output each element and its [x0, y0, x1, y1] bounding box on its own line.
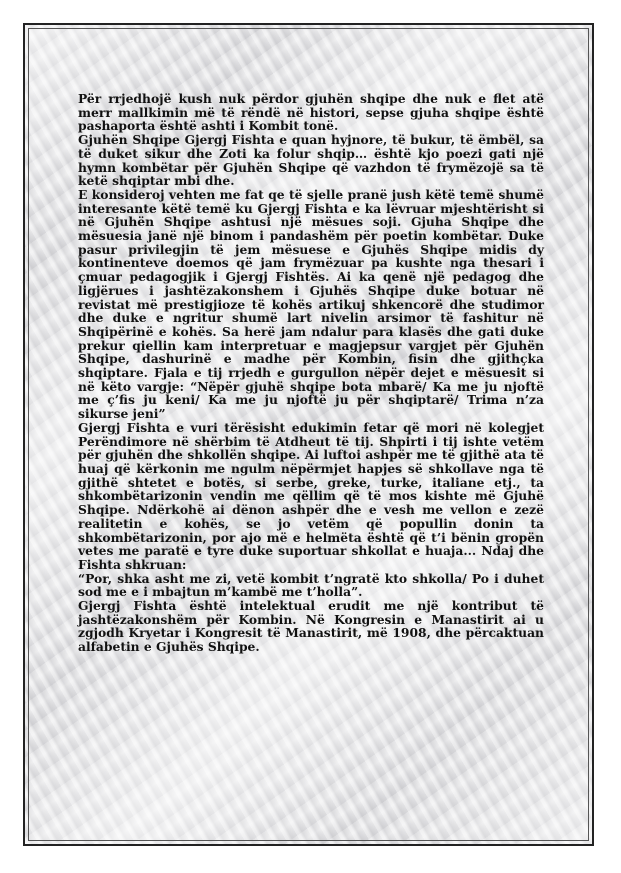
paragraph-3: E konsideroj vehten me fat qe të sjelle pranë jush këtë temë shumë interesante këtë temë ku Gjergj Fishta e ka lëvruar mjeshtërisht si në Gjuhën Shqipe ashtusi një mësues soji. Gjuha Shqipe dhe mësuesia janë një binom i pandashëm për poetin kombëtar. Duke pasur privilegjin të jem mësuese e Gjuhës Shqipe midis dy kontinenteve doemos që jam frymëzuar pa kushte nga thesari i çmuar pedagogjik i Gjergj Fishtës. Ai ka qenë një pedagog dhe ligjërues i jashtëzakonshem i Gjuhës Shqipe duke botuar në revistat më prestigjioze të kohës artikuj shkencorë dhe studimor dhe duke e ngritur shumë lart nivelin arsimor të fashitur në Shqipërinë e kohës. Sa herë jam ndalur para klasës dhe gati duke prekur qiellin kam interpretuar e magjepsur vargjet për Gjuhën Shqipe, dashurinë e madhe për Kombin, fisin dhe gjithçka shqiptare. Fjala e tij rrjedh e gurgullon nëpër dejet e mësuesit si në këto vargje: “Nëpër gjuhë shqipe bota mbarë/ Ka me ju njoftë me ç’fis ju keni/ Ka me ju njoftë ju për shqiptarë/ Trima n’za sikurse jeni” [78, 186, 544, 422]
paragraph-4: Gjergj Fishta e vuri tërësisht edukimin fetar që mori në kolegjet Perëndimore në shërbim të Atdheut të tij. Shpirti i tij ishte vetëm për gjuhën dhe shkollën shqipe. Ai luftoi ashpër me të gjithë ata të huaj që kërkonin me ngulm nëpërmjet hapjes së shkollave nga të gjithë shtetet e botës, si serbe, greke, turke, italiane etj., ta shkombëtarizonin vendin me qëllim që të mos kishte më Gjuhë Shqipe. Ndërkohë ai dënon ashpër dhe e vesh me vellon e zezë realitetin e kohës, se jo vetëm që popullin donin ta shkombëtarizonin, por ajo më e helmëta është që t’i bënin gropën vetes me paratë e tyre duke suportuar shkollat e huaja... Ndaj dhe Fishta shkruan: [78, 419, 544, 572]
paragraph-2: Gjuhën Shqipe Gjergj Fishta e quan hyjnore, të bukur, të ëmbël, sa të duket sikur dhe Zoti ka folur shqip… është kjo poezi gati një hymn kombëtar për Gjuhën Shqipe që vazhdon të frymëzojë sa të ketë shqiptar mbi dhe. [78, 132, 544, 189]
paragraph-5-quote: “Por, shka asht me zi, vetë kombit t’ngratë kto shkolla/ Po i duhet sod me e i mbajtun m’kambë me t’holla”. [78, 570, 544, 600]
paragraph-1: Për rrjedhojë kush nuk përdor gjuhën shqipe dhe nuk e flet atë merr mallkimin më të rëndë në histori, sepse gjuha shqipe është pashaporta është ashti i Kombit tonë. [78, 91, 544, 134]
paragraph-6: Gjergj Fishta është intelektual erudit me një kontribut të jashtëzakonshëm për Kombin. Në Kongresin e Manastirit ai u zgjodh Kryetar i Kongresit të Manastirit, më 1908, dhe përcaktuan alfabetin e Gjuhës Shqipe. [78, 598, 544, 655]
document-body [78, 92, 544, 654]
